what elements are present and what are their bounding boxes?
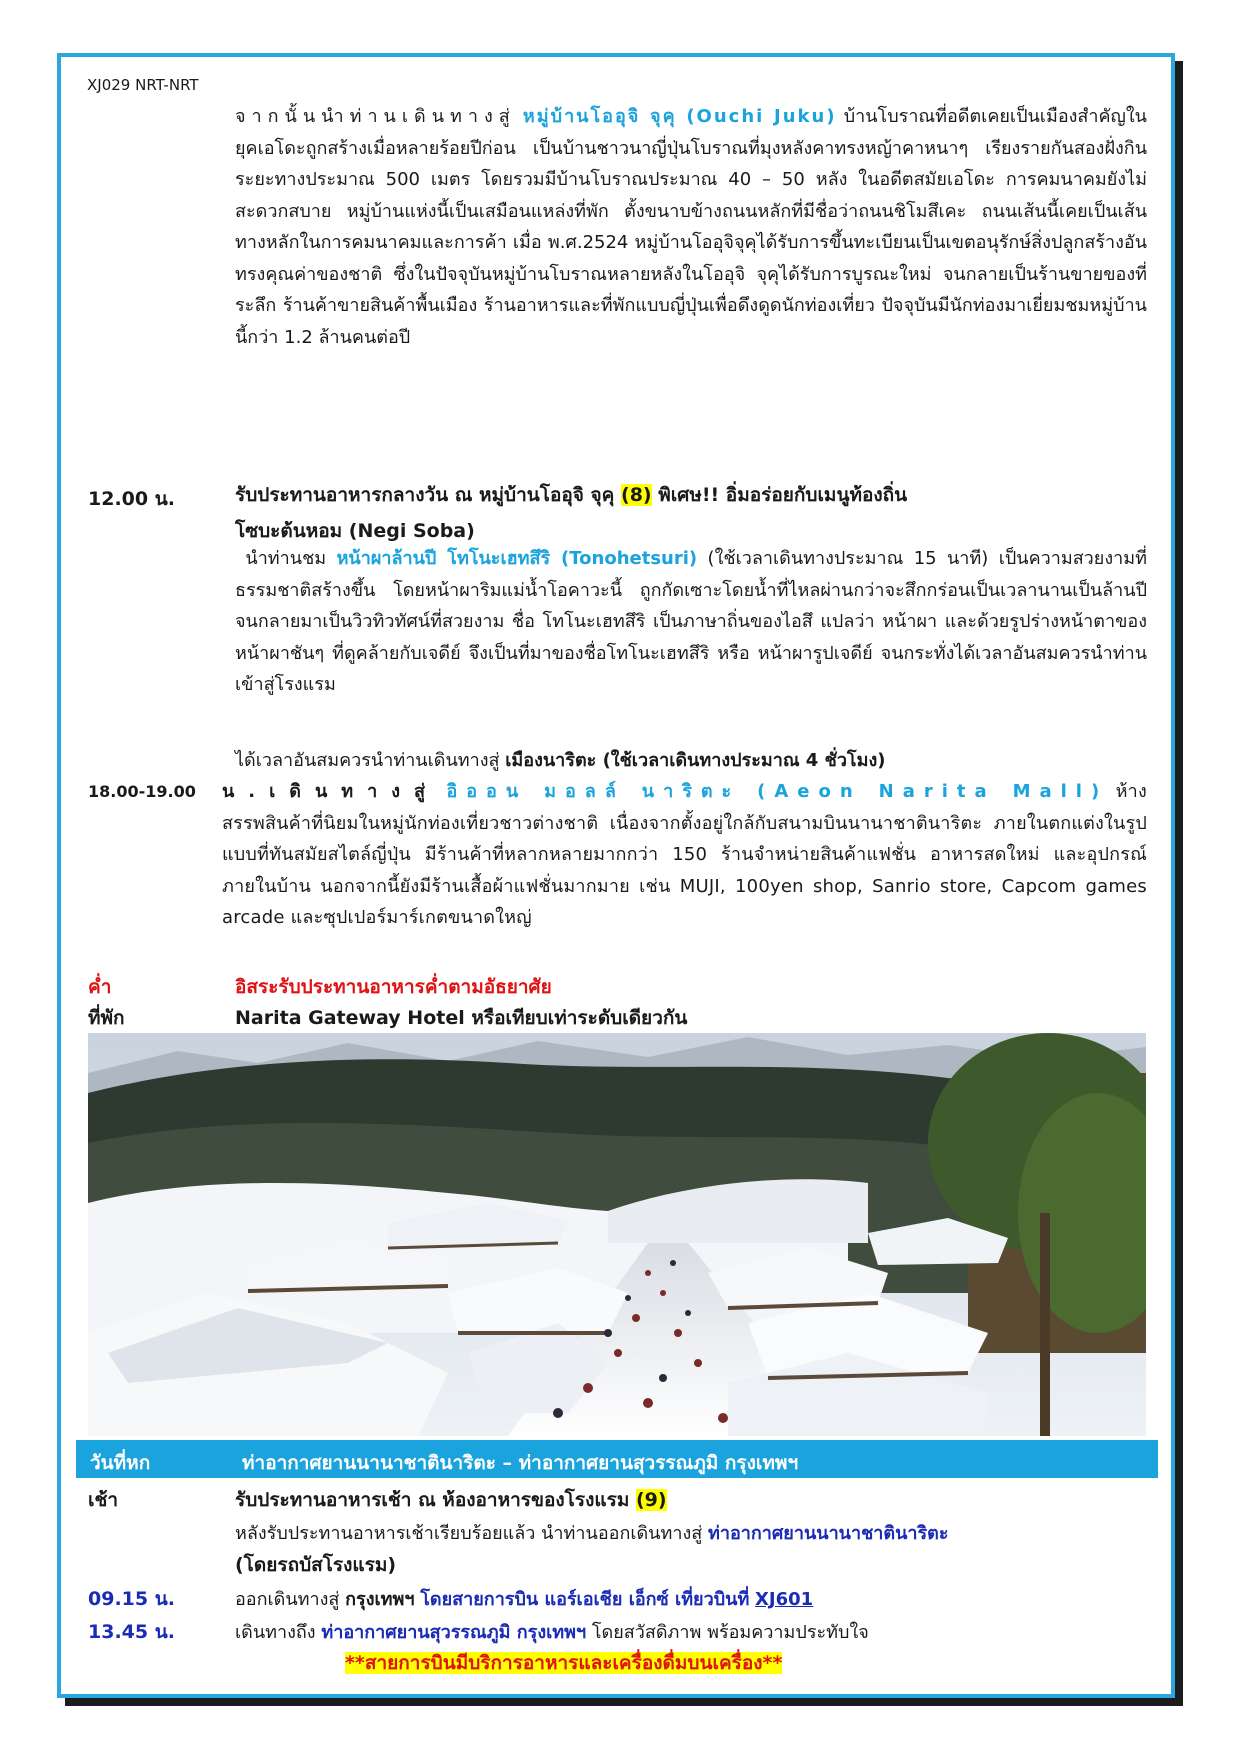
ouchi-section: [235, 101, 1147, 353]
flight-depart: ออกเดินทางสู่: [235, 1589, 340, 1610]
flight-time: 09.15 น.: [88, 1588, 175, 1610]
lunch-menu: โซบะต้นหอม (Negi Soba): [235, 520, 475, 542]
breakfast-line: [235, 1485, 667, 1515]
flight-destination: กรุงเทพฯ: [345, 1589, 415, 1610]
flight-code: XJ601: [755, 1589, 814, 1610]
meal-note-text: **สายการบินมีบริการอาหารและเครื่องดื่มบนเครื่อง**: [345, 1652, 783, 1674]
aeon-intro: น.เดินทางสู่: [222, 781, 440, 802]
tonohetsuri-intro: นำท่านชม: [245, 548, 327, 569]
narita-line: [235, 745, 885, 774]
aeon-section: [222, 776, 1147, 934]
arrive-end: โดยสวัสดิภาพ พร้อมความประทับใจ: [591, 1622, 869, 1643]
hotel-line: [235, 1003, 687, 1033]
ouchi-body: บ้านโบราณที่อดีตเคยเป็นเมืองสำคัญในยุคเอโดะถูกสร้างเมื่อหลายร้อยปีก่อน เป็นบ้านชาวนาญี่ปุ่นโบราณที่มุงหลังคาทรงหญ้าคาหนาๆ เรียงรายกันสองฝั่งกินระยะทางประมาณ 500 เมตร โดยรวมมีบ้านโบราณประมาณ 40 – 50 หลัง ในอดีตสมัยเอโดะ การคมนาคมยังไม่สะดวกสบาย หมู่บ้านแห่งนี้เป็นเสมือนแหล่งที่พัก ตั้งขนาบข้างถนนหลักที่มีชื่อว่าถนนชิโมสึเคะ ถนนเส้นนี้เคยเป็นเส้นทางหลักในการคมนาคมและการค้า เมื่อ พ.ศ.2524 หมู่บ้านโออุจิจุคุได้รับการขึ้นทะเบียนเป็นเขตอนุรักษ์สิ่งปลูกสร้างอันทรงคุณค่าของชาติ ซึ่งในปัจจุบันหมู่บ้านโบราณหลายหลังในโออุจิ จุคุได้รับการบูรณะใหม่ จนกลายเป็นร้านขายของที่ระลึก ร้านค้าขายสินค้าพื้นเมือง ร้านอาหารและที่พักแบบญี่ปุ่นเพื่อดึงดูดนักท่องเที่ยว ปัจจุบันมีนักท่องมาเยี่ยมชมหมู่บ้านนี้กว่า 1.2 ล้านคนต่อปี: [235, 106, 1147, 348]
dinner-label: ค่ำ: [88, 976, 112, 998]
breakfast-text: รับประทานอาหารเช้า ณ ห้องอาหารของโรงแรม: [235, 1489, 630, 1511]
flight-airline: โดยสายการบิน แอร์เอเชีย เอ็กซ์ เที่ยวบินที่: [420, 1589, 750, 1610]
day-route: ท่าอากาศยานนานาชาตินาริตะ – ท่าอากาศยานสุวรรณภูมิ กรุงเทพฯ: [242, 1452, 799, 1474]
tonohetsuri-title: หน้าผาล้านปี โทโนะเฮทสึริ (Tonohetsuri): [336, 548, 698, 569]
arrive-airport: ท่าอากาศยานสุวรรณภูมิ กรุงเทพฯ: [321, 1622, 587, 1643]
narita-city: เมืองนาริตะ (ใช้เวลาเดินทางประมาณ 4 ชั่วโมง): [505, 750, 886, 771]
dinner-text: อิสระรับประทานอาหารค่ำตามอัธยาศัย: [235, 976, 552, 998]
lunch-special: พิเศษ!! อิ่มอร่อยกับเมนูท้องถิ่น: [658, 484, 908, 506]
tour-code: XJ029 NRT-NRT: [87, 76, 199, 94]
narita-airport: ท่าอากาศยานนานาชาตินาริตะ: [707, 1523, 949, 1544]
lunch-text: รับประทานอาหารกลางวัน ณ หมู่บ้านโออุจิ จุคุ: [235, 484, 615, 506]
hotel-bus: (โดยรถบัสโรงแรม): [235, 1554, 397, 1576]
hotel-name: Narita Gateway Hotel: [235, 1007, 465, 1029]
aeon-title: อิออน มอลล์ นาริตะ (Aeon Narita Mall): [446, 781, 1109, 802]
narita-intro: ได้เวลาอันสมควรนำท่านเดินทางสู่: [235, 750, 500, 771]
lunch-time: 12.00 น.: [88, 488, 175, 510]
ouchi-intro: จากนั้นนำท่านเดินทางสู่: [235, 106, 516, 127]
tonohetsuri-section: [235, 543, 1147, 701]
aeon-body: ห้างสรรพสินค้าที่นิยมในหมู่นักท่องเที่ยวชาวต่างชาติ เนื่องจากตั้งอยู่ใกล้กับสนามบินนานาชาตินาริตะ ภายในตกแต่งในรูปแบบที่ทันสมัยสไตล์ญี่ปุ่น มีร้านค้าที่หลากหลายมากกว่า 150 ร้านจำหน่ายสินค้าแฟชั่น อาหารสดใหม่ และอุปกรณ์ภายในบ้าน นอกจากนี้ยังมีร้านเสื้อผ้าแฟชั่นมากมาย เช่น MUJI, 100yen shop, Sanrio store, Capcom games arcade และซุปเปอร์มาร์เกตขนาดใหญ่: [222, 781, 1147, 928]
breakfast-label: เช้า: [88, 1489, 119, 1511]
arrive-text: เดินทางถึง: [235, 1622, 316, 1643]
breakfast-line-2: [235, 1518, 949, 1547]
ouchi-juku-snow-photo: [88, 1033, 1146, 1436]
hotel-label: ที่พัก: [88, 1007, 125, 1029]
day-label: วันที่หก: [90, 1452, 151, 1474]
flight-line: [235, 1584, 813, 1613]
breakfast-meal-number: (9): [635, 1489, 667, 1511]
tonohetsuri-duration: (ใช้เวลาเดินทางประมาณ 15 นาที): [707, 548, 989, 569]
lunch-line: [235, 480, 1147, 512]
lunch-meal-number: (8): [621, 484, 652, 506]
meal-note: [345, 1648, 782, 1678]
breakfast-depart: หลังรับประทานอาหารเช้าเรียบร้อยแล้ว นำท่านออกเดินทางสู่: [235, 1523, 703, 1544]
hotel-suffix: หรือเทียบเท่าระดับเดียวกัน: [471, 1007, 688, 1029]
day-header-band: [76, 1440, 1158, 1478]
ouchi-title: หมู่บ้านโออุจิ จุคุ (Ouchi Juku): [522, 106, 837, 127]
tonohetsuri-body: เป็นความสวยงามที่ธรรมชาติสร้างขึ้น โดยหน้าผาริมแม่น้ำโอคาวะนี้ ถูกกัดเซาะโดยน้ำที่ไหลผ่านกว่าจะสึกกร่อนเป็นเวลานานเป็นล้านปี จนกลายมาเป็นวิวทิวทัศน์ที่สวยงาม ชื่อ โทโนะเฮทสึริ เป็นภาษาถิ่นของไอสึ แปลว่า หน้าผา และด้วยรูปร่างหน้าตาของหน้าผาชันๆ ที่ดูคล้ายกับเจดีย์ จึงเป็นที่มาของชื่อโทโนะเฮทสึริ หรือ หน้าผารูปเจดีย์ จนกระทั่งได้เวลาอันสมควรนำท่านเข้าสู่โรงแรม: [235, 548, 1147, 695]
arrive-line: [235, 1617, 869, 1646]
arrive-time: 13.45 น.: [88, 1621, 175, 1643]
aeon-time: 18.00-19.00: [88, 782, 196, 801]
